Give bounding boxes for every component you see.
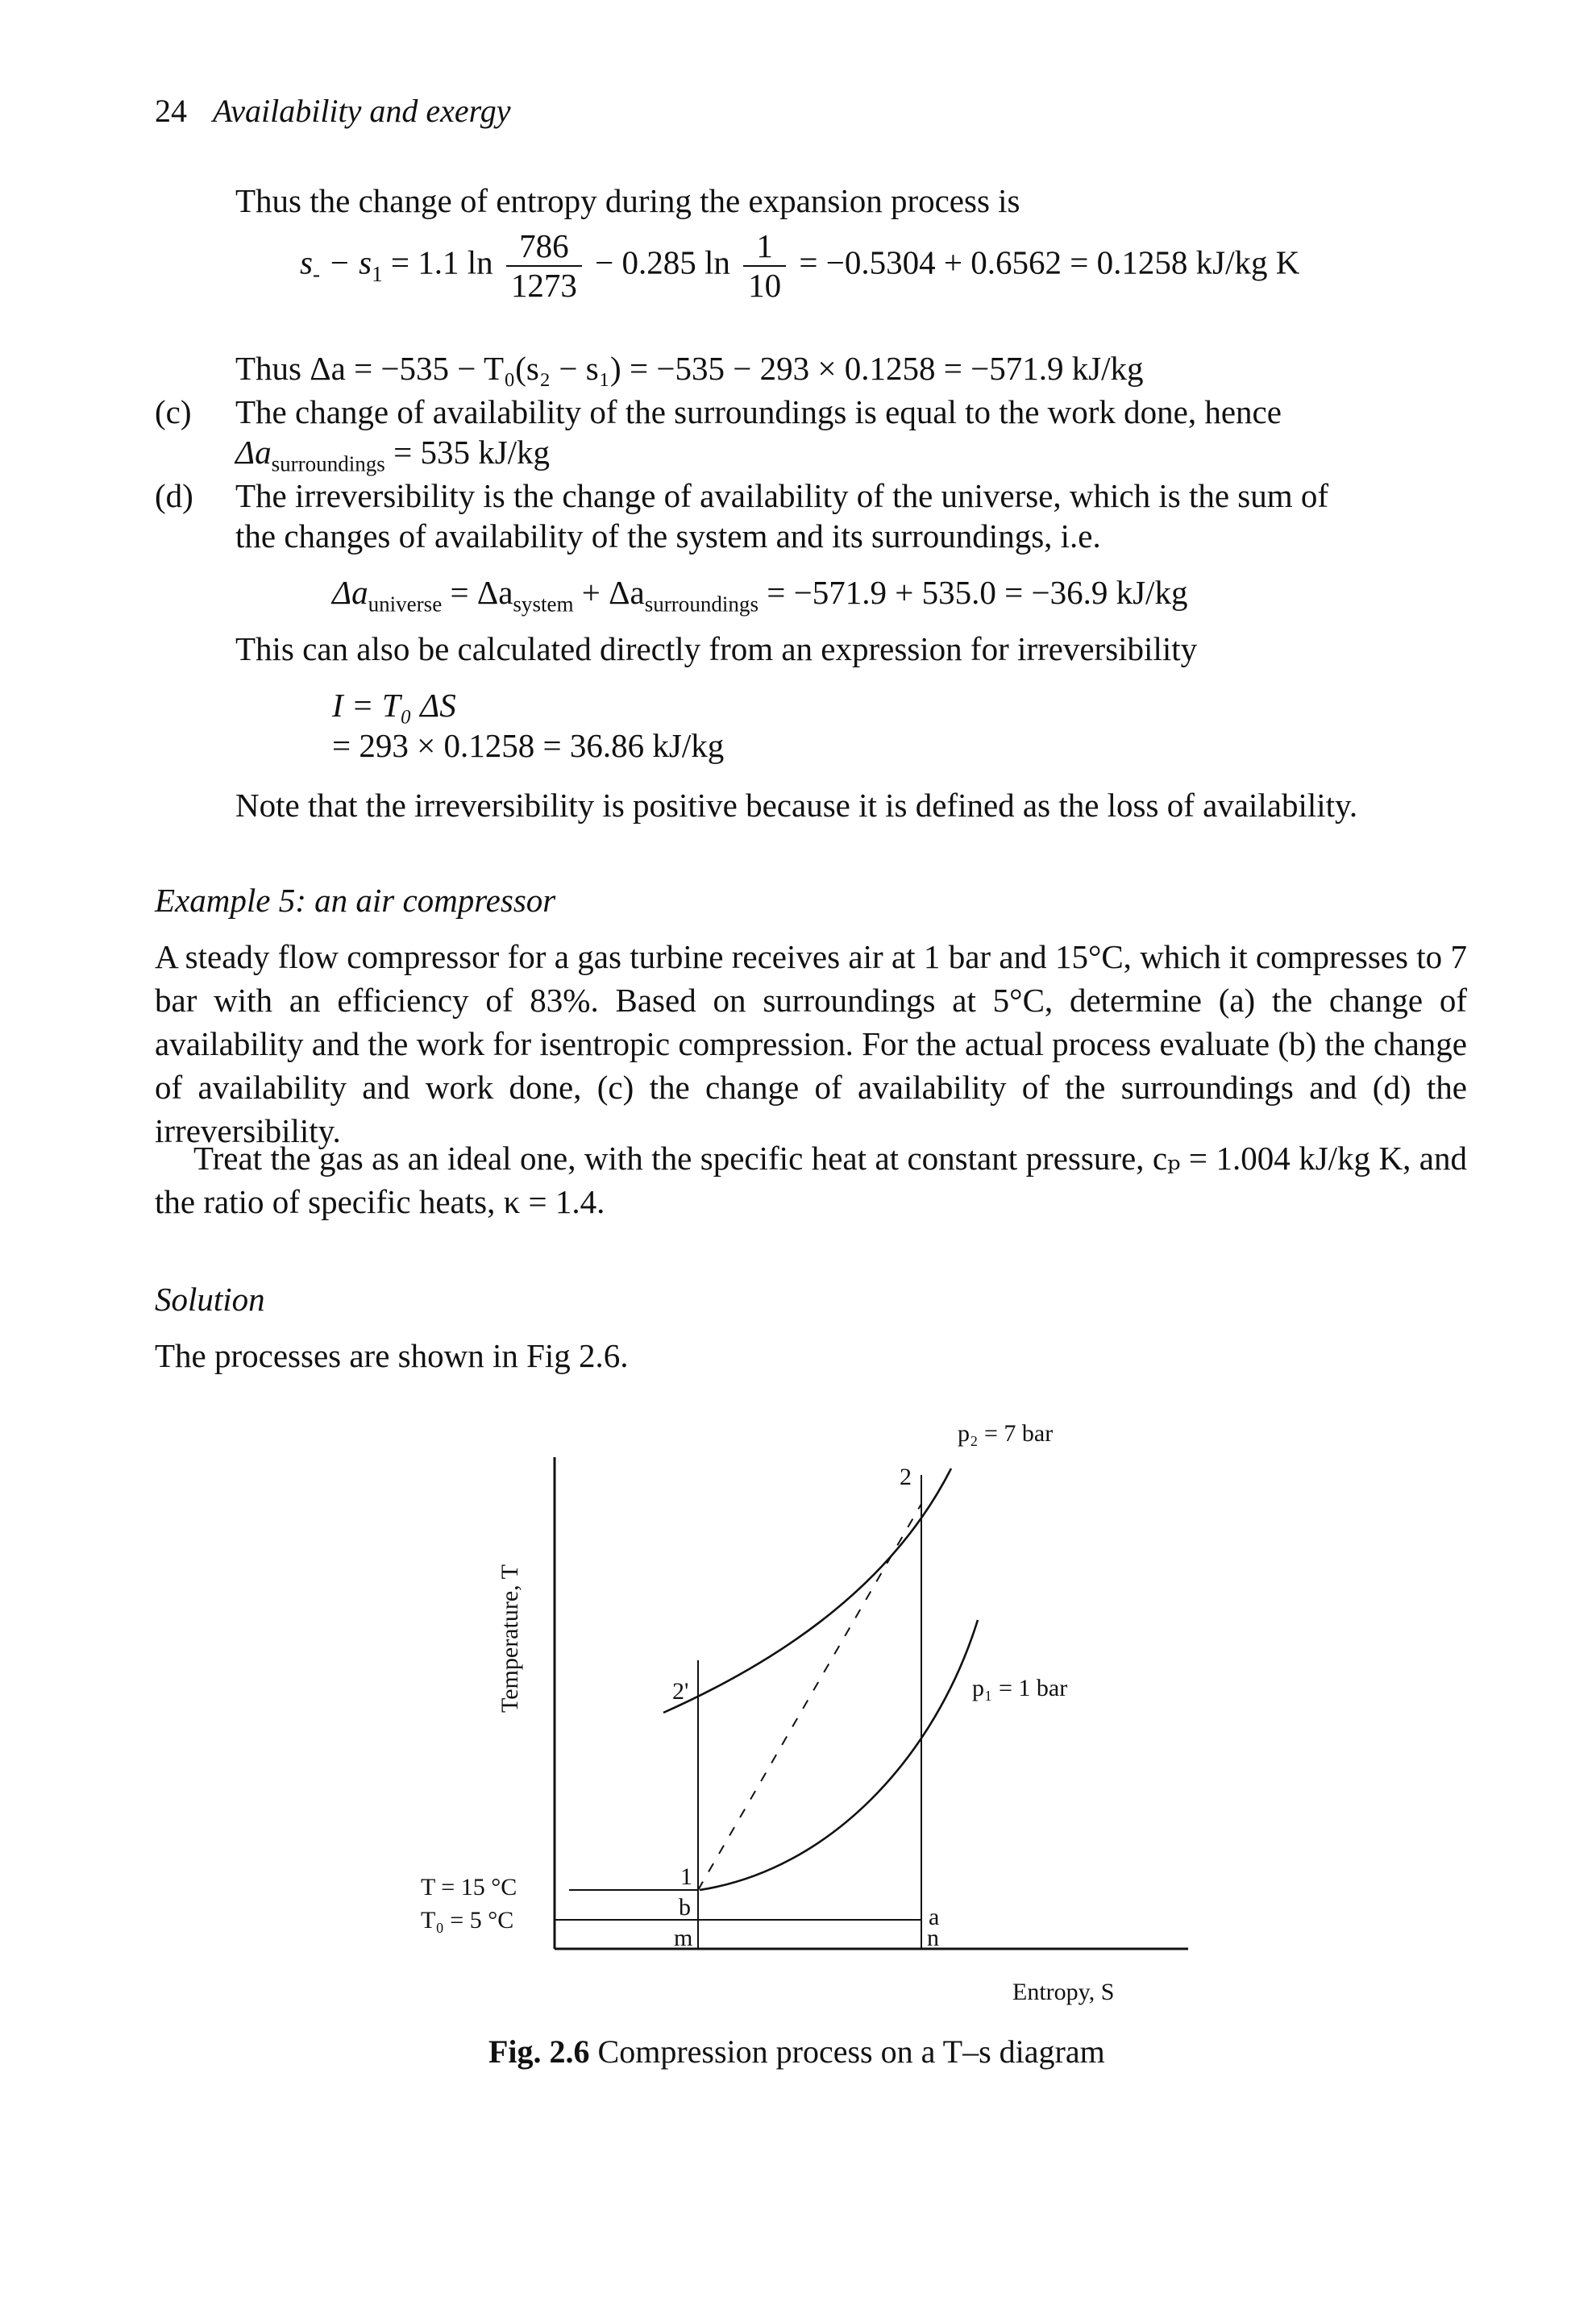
- isobar-p1: [700, 1620, 978, 1890]
- delta-a-surr: Δa: [235, 434, 272, 471]
- t-label: T = 15 °C: [421, 1874, 517, 1900]
- point-b-label: b: [679, 1894, 691, 1921]
- irreversibility-value: = 293 × 0.1258 = 36.86 kJ/kg: [332, 727, 725, 764]
- eq-s2: s: [300, 243, 313, 281]
- example-heading: Example 5: an air compressor: [155, 882, 556, 919]
- caption-text: Compression process on a T–s diagram: [589, 2033, 1105, 2070]
- irreversibility-note: Note that the irreversibility is positive because it is defined as the loss of availability.: [235, 787, 1358, 824]
- eq-b: = Δa: [442, 574, 513, 611]
- isobar-p2: [663, 1468, 951, 1713]
- solution-text: The processes are shown in Fig 2.6.: [155, 1337, 629, 1374]
- p1-label: p₁ = 1 bar: [972, 1675, 1068, 1701]
- figure-caption: [488, 2031, 1105, 2074]
- frac2-den: 10: [748, 267, 782, 305]
- frac1-num: 786: [506, 227, 582, 267]
- solution-heading: Solution: [155, 1281, 265, 1318]
- surr-sub: surroundings: [271, 451, 385, 476]
- delta-a-equation: Thus Δa = −535 − T₀(s₂ − s₁) = −535 − 293 × 0.1258 = −571.9 kJ/kg: [235, 350, 1144, 387]
- t0-label: T₀ = 5 °C: [421, 1907, 514, 1934]
- eq-part1: = 1.1 ln: [390, 243, 493, 281]
- irreversibility-formula: I = T₀ ΔS: [332, 687, 456, 724]
- frac1-den: 1273: [510, 267, 577, 305]
- eq-c: + Δa: [573, 574, 645, 611]
- frac2-num: 1: [743, 227, 786, 267]
- caption-label: Fig. 2.6: [488, 2033, 590, 2070]
- direct-calc-text: This can also be calculated directly from an expression for irreversibility: [235, 630, 1198, 667]
- y-axis-label: Temperature, T: [497, 1564, 523, 1713]
- point-1-label: 1: [680, 1863, 692, 1890]
- system-sub: system: [513, 592, 574, 617]
- eq-part2: − 0.285 ln: [595, 243, 730, 281]
- item-d-label: (d): [155, 477, 193, 514]
- surr-value: = 535 kJ/kg: [384, 434, 551, 471]
- example-paragraph-1: A steady flow compressor for a gas turbine receives air at 1 bar and 15°C, which it compresses to 7 bar with an efficiency of 83%. Based on surroundings at 5°C, determine (a) the change of availability and the work for isentropic compression. For the actual process evaluate (b) the change of availability and work done, (c) the change of availability of the surroundings and (d) the irreversibility.: [155, 938, 1467, 1150]
- item-d-line1: The irreversibility is the change of availability of the universe, which is the sum of: [235, 477, 1329, 514]
- example-paragraph-2: Treat the gas as an ideal one, with the specific heat at constant pressure, cₚ = 1.004 kJ/kg K, and the ratio of specific heats, κ = 1.4.: [155, 1140, 1467, 1221]
- item-c-text: The change of availability of the surroundings is equal to the work done, hence: [235, 393, 1282, 430]
- eq-s1-sub: 1: [372, 262, 383, 287]
- eq-part3: = −0.5304 + 0.6562 = 0.1258 kJ/kg K: [799, 243, 1300, 281]
- page-number: 24: [155, 93, 187, 129]
- point-m-label: m: [674, 1925, 693, 1951]
- chapter-title: Availability and exergy: [213, 93, 511, 129]
- point-a-label: a: [929, 1904, 940, 1930]
- eq-s2-sub: ‐: [312, 262, 320, 287]
- entropy-intro: Thus the change of entropy during the expansion process is: [235, 182, 1020, 219]
- surroundings-sub: surroundings: [644, 592, 759, 617]
- point-2prime-label: 2': [672, 1678, 689, 1705]
- eq-d: = −571.9 + 535.0 = −36.9 kJ/kg: [758, 574, 1188, 611]
- item-d-line2: the changes of availability of the system and its surroundings, i.e.: [235, 517, 1101, 555]
- item-c-label: (c): [155, 393, 192, 430]
- actual-compression-dashed: [698, 1504, 921, 1890]
- point-2-label: 2: [900, 1464, 912, 1490]
- point-n-label: n: [927, 1925, 939, 1951]
- universe-sub: universe: [368, 592, 443, 617]
- x-axis-label: Entropy, S: [1012, 1979, 1115, 2005]
- eq-s1: − s: [328, 243, 372, 281]
- p2-label: p₂ = 7 bar: [958, 1420, 1054, 1447]
- delta-a-universe: Δa: [332, 574, 368, 611]
